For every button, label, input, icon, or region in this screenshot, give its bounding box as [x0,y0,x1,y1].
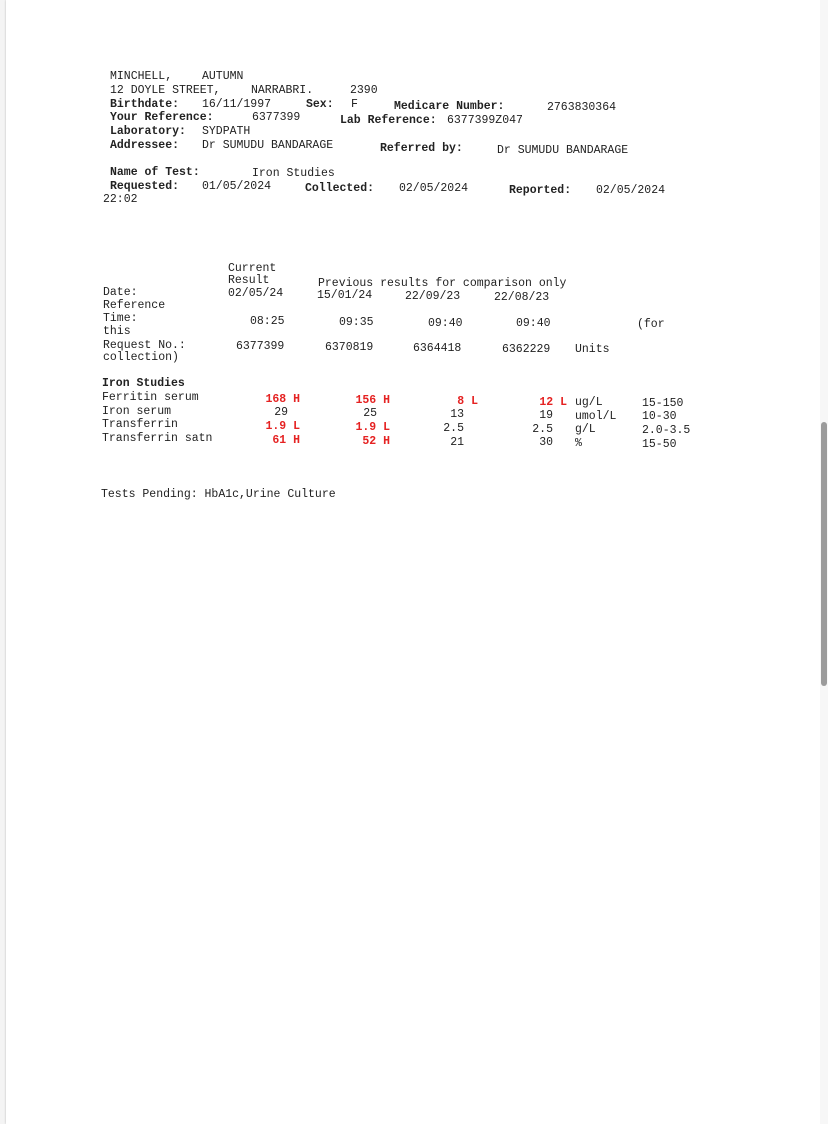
row-name-transferrin-satn: Transferrin satn [102,432,213,445]
request-no-current: 6377399 [236,340,285,353]
requested-value: 01/05/2024 [202,180,272,193]
collected-label: Collected: [305,182,375,195]
patient-street: 12 DOYLE STREET, [110,84,221,97]
time-prev-2: 09:40 [428,317,463,330]
date-prev-3: 22/08/23 [494,291,550,304]
this-label: this [103,325,131,338]
time-current: 08:25 [250,315,285,328]
test-name-value: Iron Studies [252,167,335,180]
unit-transferrin-satn: % [575,437,582,450]
result-transferrin-satn-prev-3: 30 [539,436,553,449]
laboratory-value: SYDPATH [202,125,251,138]
row-name-transferrin: Transferrin [102,418,178,431]
request-no-prev-1: 6370819 [325,341,374,354]
patient-town: NARRABRI. [251,84,314,97]
result-ferritin-prev-3: 12 L [539,396,567,409]
row-name-iron: Iron serum [102,405,172,418]
date-label: Date: [103,286,138,299]
birthdate-value: 16/11/1997 [202,98,272,111]
lab-reference-value: 6377399Z047 [447,114,523,127]
medicare-label: Medicare Number: [394,100,505,113]
laboratory-label: Laboratory: [110,125,186,138]
result-ferritin-prev-2: 8 L [457,395,478,408]
time-prev-3: 09:40 [516,317,551,330]
referred-by-label: Referred by: [380,142,463,155]
result-ferritin-prev-1: 156 H [355,394,390,407]
your-reference-label: Your Reference: [110,111,214,124]
range-ferritin: 15-150 [642,397,684,410]
row-name-ferritin: Ferritin serum [102,391,199,404]
test-name-label: Name of Test: [110,166,200,179]
birthdate-label: Birthdate: [110,98,180,111]
date-prev-1: 15/01/24 [317,289,373,302]
unit-ferritin: ug/L [575,396,603,409]
collection-label: collection) [103,351,179,364]
for-label: (for [637,318,665,331]
sex-value: F [351,98,358,111]
current-header-line1: Current [228,262,277,275]
result-transferrin-prev-1: 1.9 L [355,421,390,434]
request-no-label: Request No.: [103,339,186,352]
reported-value: 02/05/2024 [596,184,666,197]
referred-by-value: Dr SUMUDU BANDARAGE [497,144,629,157]
reference-label: Reference [103,299,166,312]
result-transferrin-prev-2: 2.5 [443,422,464,435]
time-label: Time: [103,312,138,325]
your-reference-value: 6377399 [252,111,301,124]
result-iron-prev-3: 19 [539,409,553,422]
tests-pending: Tests Pending: HbA1c,Urine Culture [101,488,336,501]
result-iron-current: 29 [274,406,288,419]
patient-given-name: AUTUMN [202,70,244,83]
result-transferrin-satn-prev-2: 21 [450,436,464,449]
section-title: Iron Studies [102,377,185,390]
patient-postcode: 2390 [350,84,378,97]
unit-transferrin: g/L [575,423,596,436]
date-prev-2: 22/09/23 [405,290,461,303]
reported-time: 22:02 [103,193,138,206]
range-transferrin-satn: 15-50 [642,438,677,451]
current-header-line2: Result [228,274,270,287]
requested-label: Requested: [110,180,180,193]
scrollbar-thumb[interactable] [821,422,827,686]
previous-results-header: Previous results for comparison only [318,277,567,290]
result-transferrin-prev-3: 2.5 [532,423,553,436]
unit-iron: umol/L [575,410,617,423]
addressee-label: Addressee: [110,139,180,152]
result-transferrin-satn-current: 61 H [272,434,300,447]
addressee-value: Dr SUMUDU BANDARAGE [202,139,334,152]
collected-value: 02/05/2024 [399,182,469,195]
lab-reference-label: Lab Reference: [340,114,437,127]
result-iron-prev-1: 25 [363,407,377,420]
sex-label: Sex: [306,98,334,111]
time-prev-1: 09:35 [339,316,374,329]
units-label: Units [575,343,610,356]
report-page [6,0,820,1124]
reported-label: Reported: [509,184,572,197]
result-transferrin-current: 1.9 L [265,420,300,433]
date-current: 02/05/24 [228,287,284,300]
result-iron-prev-2: 13 [450,408,464,421]
medicare-value: 2763830364 [547,101,617,114]
range-transferrin: 2.0-3.5 [642,424,691,437]
request-no-prev-2: 6364418 [413,342,462,355]
request-no-prev-3: 6362229 [502,343,551,356]
range-iron: 10-30 [642,410,677,423]
scrollbar-track[interactable] [820,0,828,1124]
result-transferrin-satn-prev-1: 52 H [362,435,390,448]
patient-surname: MINCHELL, [110,70,173,83]
result-ferritin-current: 168 H [265,393,300,406]
